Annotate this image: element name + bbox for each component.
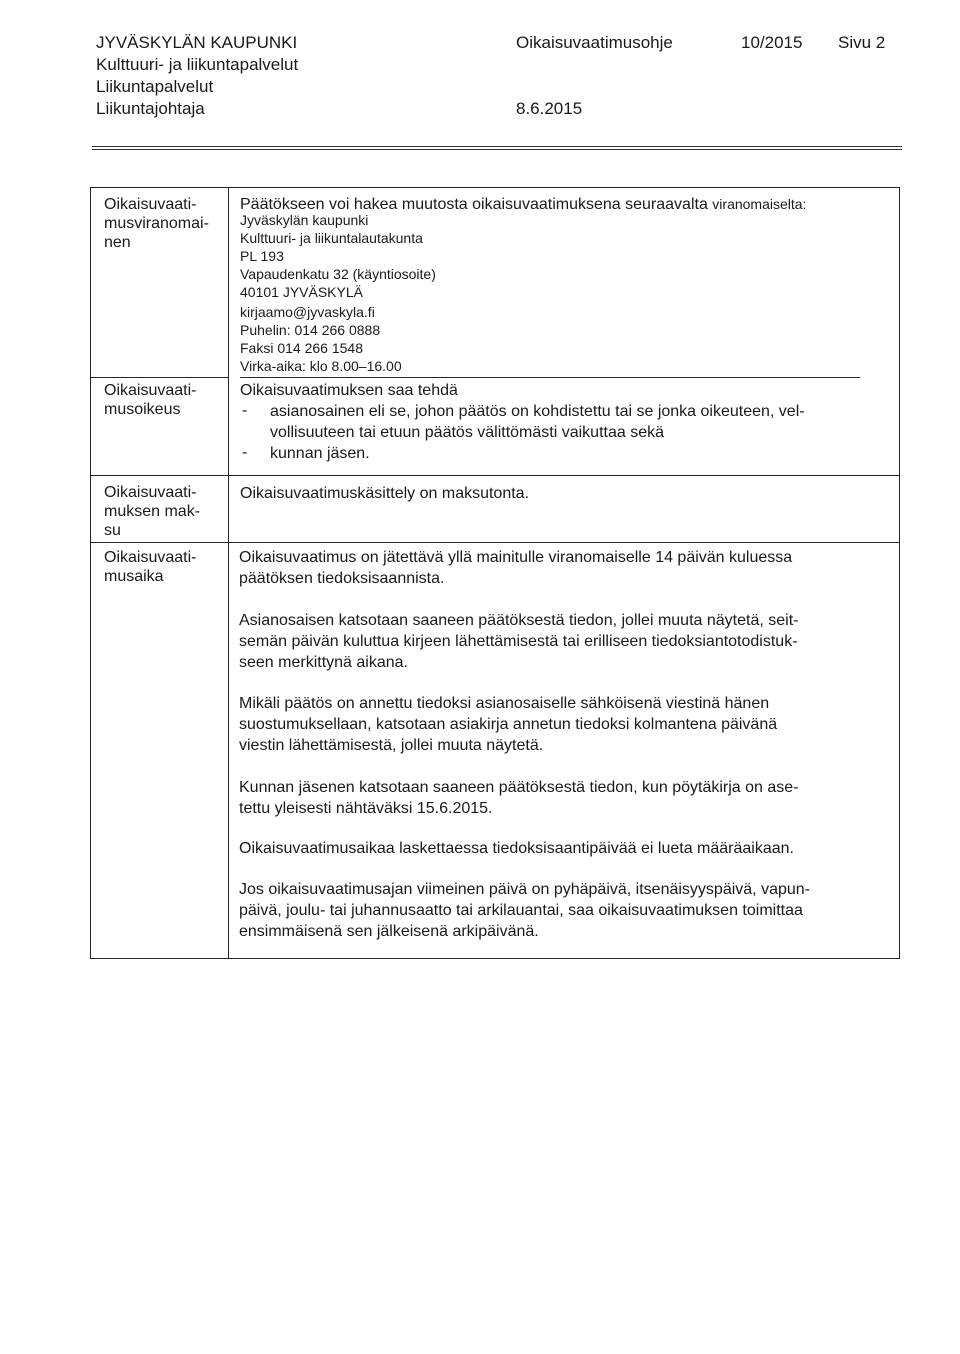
list-item-asianosainen-cont: vollisuuteen tai etuun päätös välittömästi vaikuttaa sekä xyxy=(270,424,665,441)
aika-paragraph-6: Jos oikaisuvaatimusajan viimeinen päivä on pyhäpäivä, itsenäisyyspäivä, vapun- päivä, joulu- tai juhannusaatto tai arkilauantai, saa oikaisuvaatimuksen toimittaa ensimmäisenä sen jälkeisenä arkipäivänä. xyxy=(239,881,810,940)
address-line: Jyväskylän kaupunki xyxy=(240,212,369,228)
unit: Liikuntapalvelut xyxy=(96,77,214,96)
aika-paragraph-5: Oikaisuvaatimusaikaa laskettaessa tiedoksisaantipäivää ei lueta määräaikaan. xyxy=(239,840,794,857)
aika-paragraph-4: Kunnan jäsenen katsotaan saaneen päätöksestä tiedon, kun pöytäkirja on ase- tettu yleisesti nähtäväksi 15.6.2015. xyxy=(239,779,799,817)
label-maksu: Oikaisuvaati- muksen mak- su xyxy=(104,484,201,539)
label-viranomainen: Oikaisuvaati- musviranomai- nen xyxy=(104,196,209,251)
viranomainen-intro-small: viranomaiselta: xyxy=(712,196,807,212)
label-oikeus: Oikaisuvaati- musoikeus xyxy=(104,382,197,418)
viranomainen-intro-text: Päätökseen voi hakea muutosta oikaisuvaatimuksena seuraavalta xyxy=(240,196,708,213)
address-line: Kulttuuri- ja liikuntalautakunta xyxy=(240,230,423,246)
header-rule xyxy=(92,146,902,150)
fax-number: Faksi 014 266 1548 xyxy=(240,340,363,356)
role: Liikuntajohtaja xyxy=(96,99,205,118)
row-divider-label-1 xyxy=(90,377,229,378)
doc-date: 8.6.2015 xyxy=(516,99,583,118)
department: Kulttuuri- ja liikuntapalvelut xyxy=(96,55,299,74)
list-dash: - xyxy=(242,444,248,461)
list-dash: - xyxy=(242,402,248,419)
doc-code: 10/2015 xyxy=(741,33,803,52)
doc-title: Oikaisuvaatimusohje xyxy=(516,33,673,52)
address-line: PL 193 xyxy=(240,248,284,264)
oikeus-intro: Oikaisuvaatimuksen saa tehdä xyxy=(240,382,458,399)
page-number: Sivu 2 xyxy=(838,33,886,52)
column-divider xyxy=(228,187,229,959)
maksu-text: Oikaisuvaatimuskäsittely on maksutonta. xyxy=(240,485,530,502)
email-address: kirjaamo@jyvaskyla.fi xyxy=(240,304,375,320)
org-name: JYVÄSKYLÄN KAUPUNKI xyxy=(96,33,298,52)
aika-paragraph-1: Oikaisuvaatimus on jätettävä yllä mainitulle viranomaiselle 14 päivän kuluessa päätöksen tiedoksisaannista. xyxy=(239,549,793,587)
address-line: 40101 JYVÄSKYLÄ xyxy=(240,284,363,300)
office-hours: Virka-aika: klo 8.00–16.00 xyxy=(240,358,402,374)
aika-paragraph-3: Mikäli päätös on annettu tiedoksi asianosaiselle sähköisenä viestinä hänen suostumuksellaan, katsotaan asiakirja annetun tiedoksi kolmantena päivänä viestin lähettämisestä, jollei muuta näytetä. xyxy=(239,695,778,754)
address-line: Vapaudenkatu 32 (käyntiosoite) xyxy=(240,266,436,282)
row-divider-text-1 xyxy=(240,377,860,378)
label-aika: Oikaisuvaati- musaika xyxy=(104,549,197,585)
aika-paragraph-2: Asianosaisen katsotaan saaneen päätöksestä tiedon, jollei muuta näytetä, seit- semän päivän kuluttua kirjeen lähettämisestä tai erilliseen tiedoksiantotodistuk- seen merkittynä aikana. xyxy=(239,612,799,671)
list-item-asianosainen: asianosainen eli se, johon päätös on kohdistettu tai se jonka oikeuteen, vel- xyxy=(270,403,805,420)
list-item-jasen: kunnan jäsen. xyxy=(270,445,370,462)
phone-number: Puhelin: 014 266 0888 xyxy=(240,322,381,338)
row-divider-3 xyxy=(90,542,900,543)
row-divider-2 xyxy=(90,475,900,476)
